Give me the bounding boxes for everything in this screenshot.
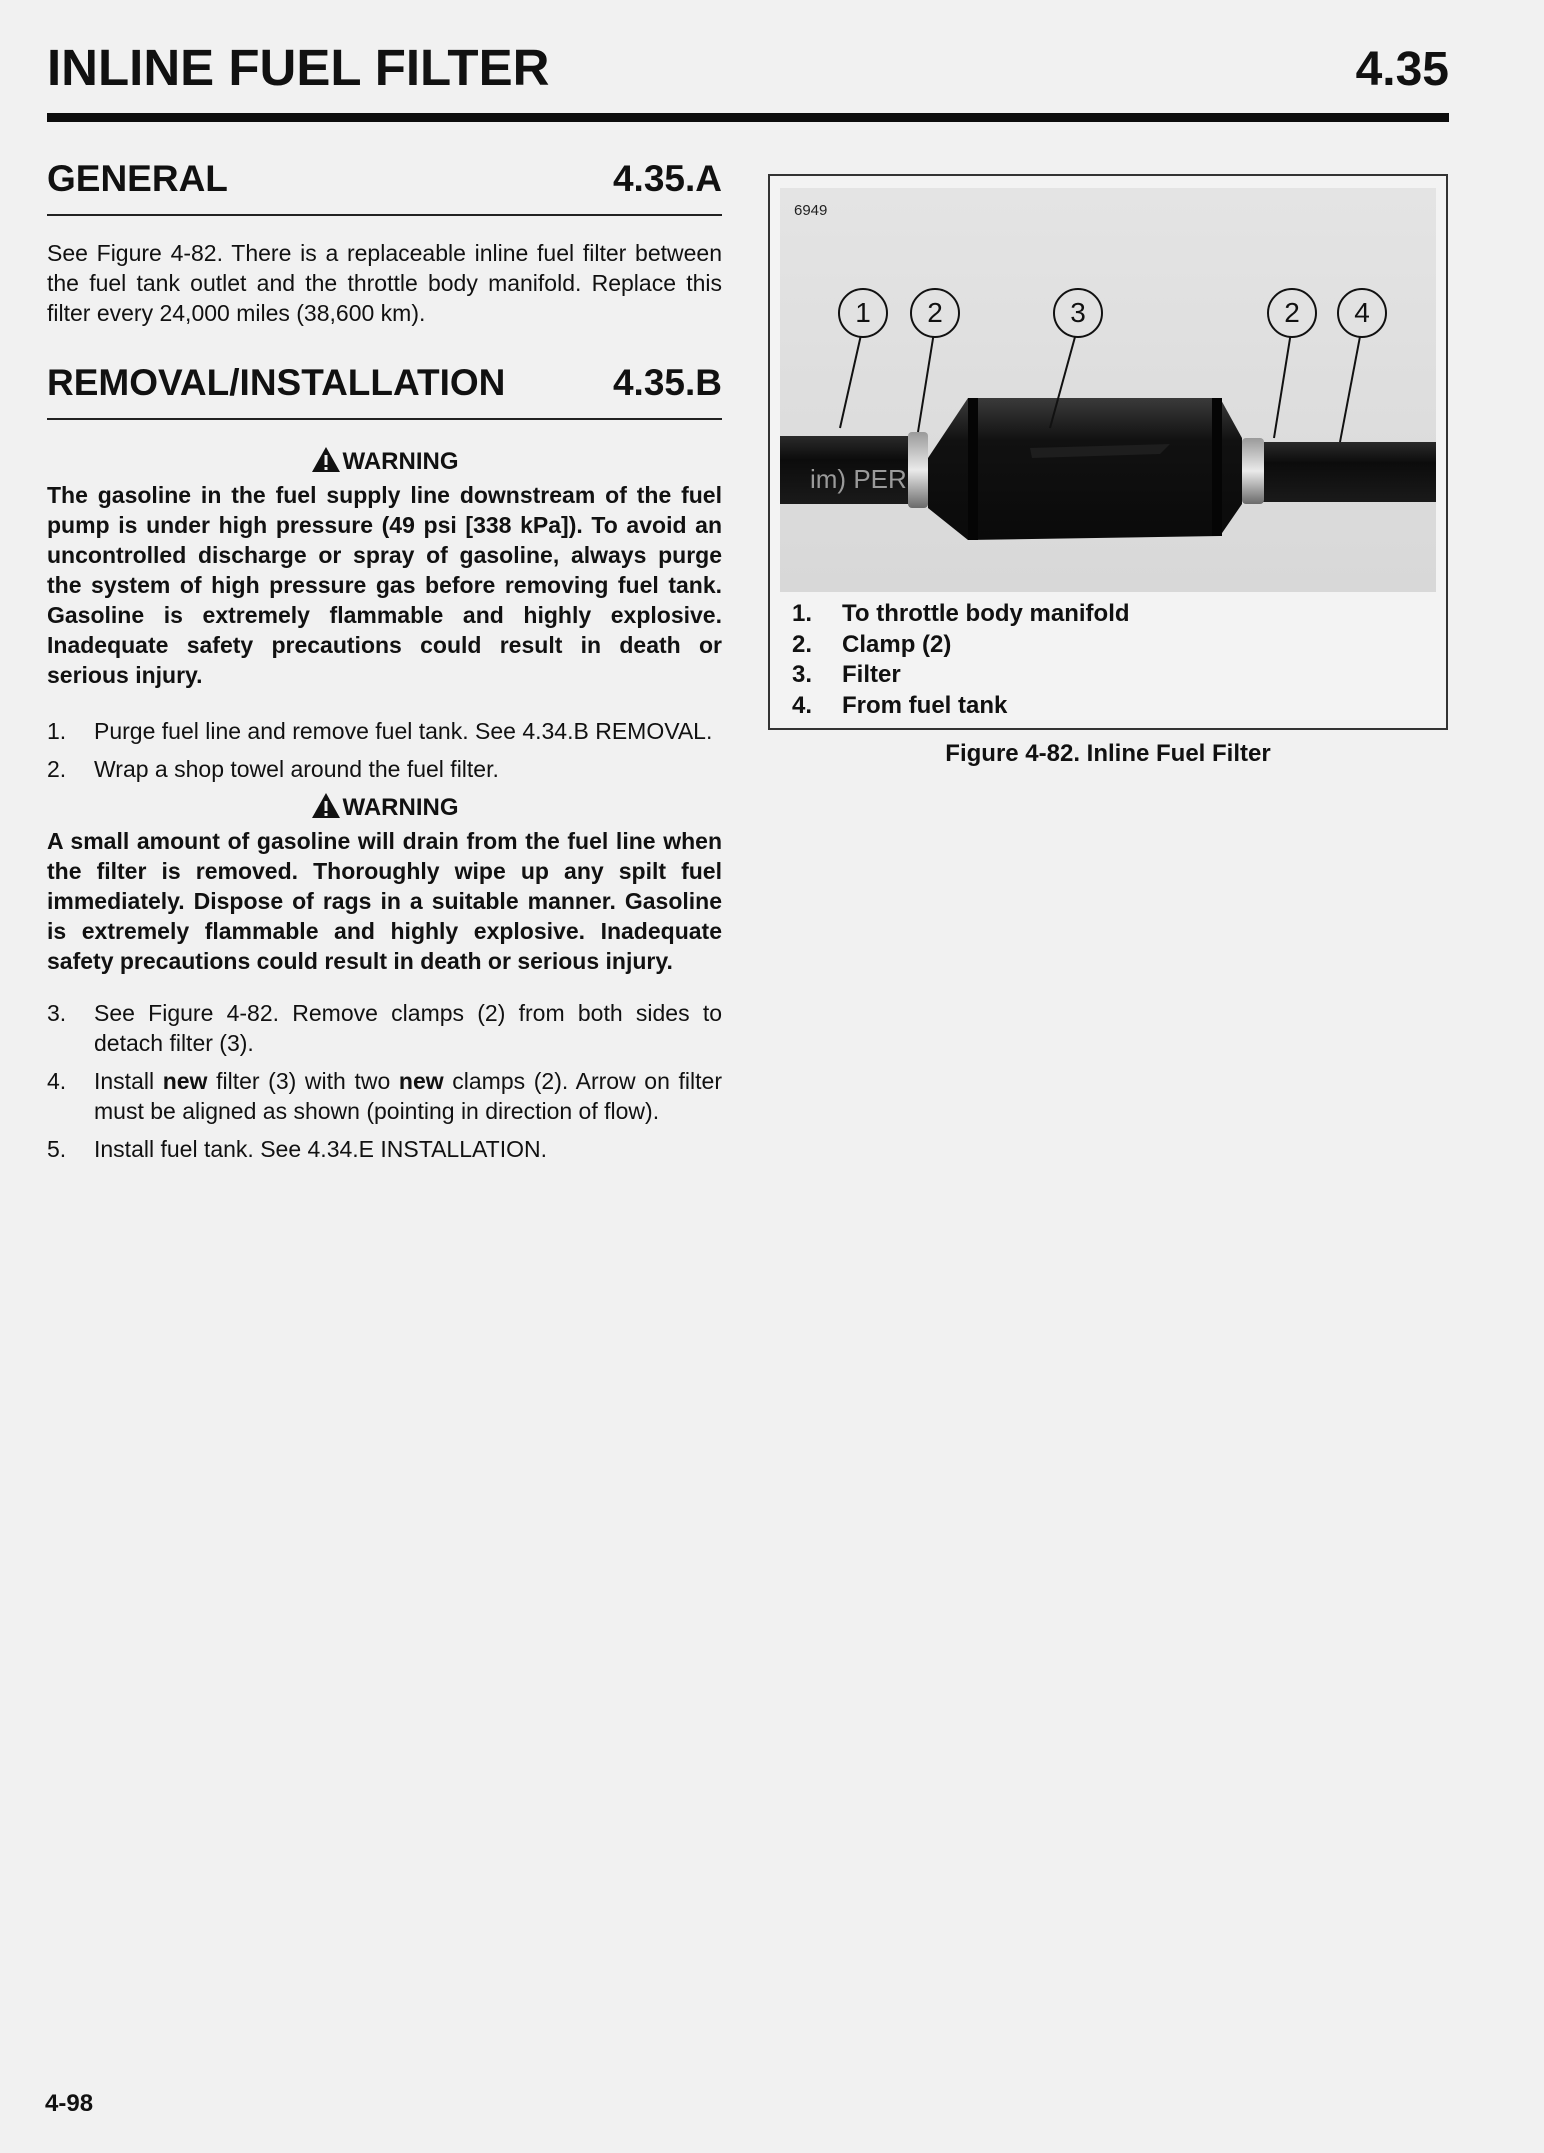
- photo-id-label: 6949: [794, 202, 828, 219]
- step-text-emphasis: new: [398, 1068, 444, 1094]
- step-number: 5.: [47, 1136, 67, 1162]
- legend-label: Clamp (2): [842, 630, 952, 658]
- step-text-part: filter (3) with two: [207, 1068, 399, 1094]
- step-item: [47, 754, 722, 784]
- warning-text: The gasoline in the fuel supply line downstream of the fuel pump is under high pressure (49 psi [338 kPa]). To avoid an uncontrolled discharge or spray of gasoline, always purge the system of high pressure gas before removing fuel tank. Gasoline is extremely flammable and highly explosive. Inadequate safety precautions could result in death or serious injury.: [47, 482, 722, 688]
- step-number: 4.: [47, 1068, 67, 1094]
- general-heading: [47, 158, 722, 216]
- left-column: [47, 158, 722, 1172]
- step-number: 1.: [47, 718, 67, 744]
- step-item: [47, 998, 722, 1058]
- page-title: INLINE FUEL FILTER: [47, 39, 550, 96]
- step-item: [47, 1134, 722, 1164]
- step-text-part: clamps (2). Arrow on filter must be aligned as shown (pointing in direction of flow).: [94, 1068, 722, 1124]
- callout-2: 2: [1267, 288, 1317, 338]
- step-item: [47, 1066, 722, 1126]
- legend-number: 4.: [792, 691, 813, 719]
- fuel-filter-illustration: [780, 188, 1436, 592]
- legend-item: [792, 630, 1130, 661]
- warning-triangle-icon: [311, 446, 341, 473]
- removal-heading: [47, 362, 722, 420]
- legend-number: 2.: [792, 630, 813, 658]
- general-heading-text: GENERAL: [47, 158, 228, 199]
- clamp-left: [908, 432, 928, 508]
- warning-header: [47, 792, 722, 822]
- step-text: [94, 1066, 722, 1126]
- step-text: See Figure 4-82. Remove clamps (2) from both sides to detach filter (3).: [94, 1000, 722, 1056]
- step-text: Wrap a shop towel around the fuel filter.: [94, 756, 499, 782]
- callout-4: 4: [1337, 288, 1387, 338]
- legend-item: [792, 660, 1130, 691]
- removal-heading-number: 4.35.B: [612, 362, 722, 403]
- step-text-emphasis: new: [162, 1068, 208, 1094]
- legend-label: From fuel tank: [842, 691, 1008, 719]
- section-number: 4.35: [1355, 43, 1449, 96]
- warning-label: WARNING: [342, 448, 459, 475]
- steps-list-a: [47, 716, 722, 784]
- warning-triangle-icon: [311, 792, 341, 819]
- callout-2: 2: [910, 288, 960, 338]
- step-number: 3.: [47, 1000, 67, 1026]
- legend-item: [792, 691, 1130, 722]
- step-text: Install fuel tank. See 4.34.E INSTALLATION.: [94, 1136, 547, 1162]
- hose-right: [1250, 442, 1436, 502]
- step-text: Purge fuel line and remove fuel tank. See 4.34.B REMOVAL.: [94, 718, 713, 744]
- legend-item: [792, 599, 1130, 630]
- fuel-filter-photo: [780, 188, 1436, 592]
- figure-legend: [792, 599, 1130, 721]
- step-item: [47, 716, 722, 746]
- clamp-right: [1242, 438, 1264, 504]
- legend-number: 3.: [792, 661, 813, 688]
- callout-3: 3: [1053, 288, 1103, 338]
- warning-text: A small amount of gasoline will drain from the fuel line when the filter is removed. Thoroughly wipe up any spilt fuel immediately. Dispose of rags in a suitable manner. Gasoline is extremely flammable and highly explosive. Inadequate safety precautions could result in death or serious injury.: [47, 828, 722, 974]
- hose-print-text: im) PER: [810, 464, 907, 494]
- legend-number: 1.: [792, 600, 813, 627]
- warning-header: [47, 446, 722, 476]
- general-heading-number: 4.35.A: [612, 158, 722, 199]
- step-number: 2.: [47, 756, 67, 782]
- legend-label: To throttle body manifold: [842, 600, 1130, 627]
- title-rule: [47, 113, 1449, 122]
- callout-1: 1: [838, 288, 888, 338]
- warning-label: WARNING: [342, 794, 459, 821]
- steps-list-b: [47, 998, 722, 1164]
- figure-caption: Figure 4-82. Inline Fuel Filter: [945, 740, 1271, 767]
- page-number: 4-98: [45, 2090, 94, 2117]
- removal-heading-text: REMOVAL/INSTALLATION: [47, 362, 506, 403]
- step-text-part: Install: [94, 1068, 163, 1094]
- general-paragraph: See Figure 4-82. There is a replaceable inline fuel filter between the fuel tank outlet and the throttle body manifold. Replace this filter every 24,000 miles (38,600 km).: [47, 240, 722, 326]
- legend-label: Filter: [842, 661, 901, 688]
- figure-box: [768, 174, 1448, 730]
